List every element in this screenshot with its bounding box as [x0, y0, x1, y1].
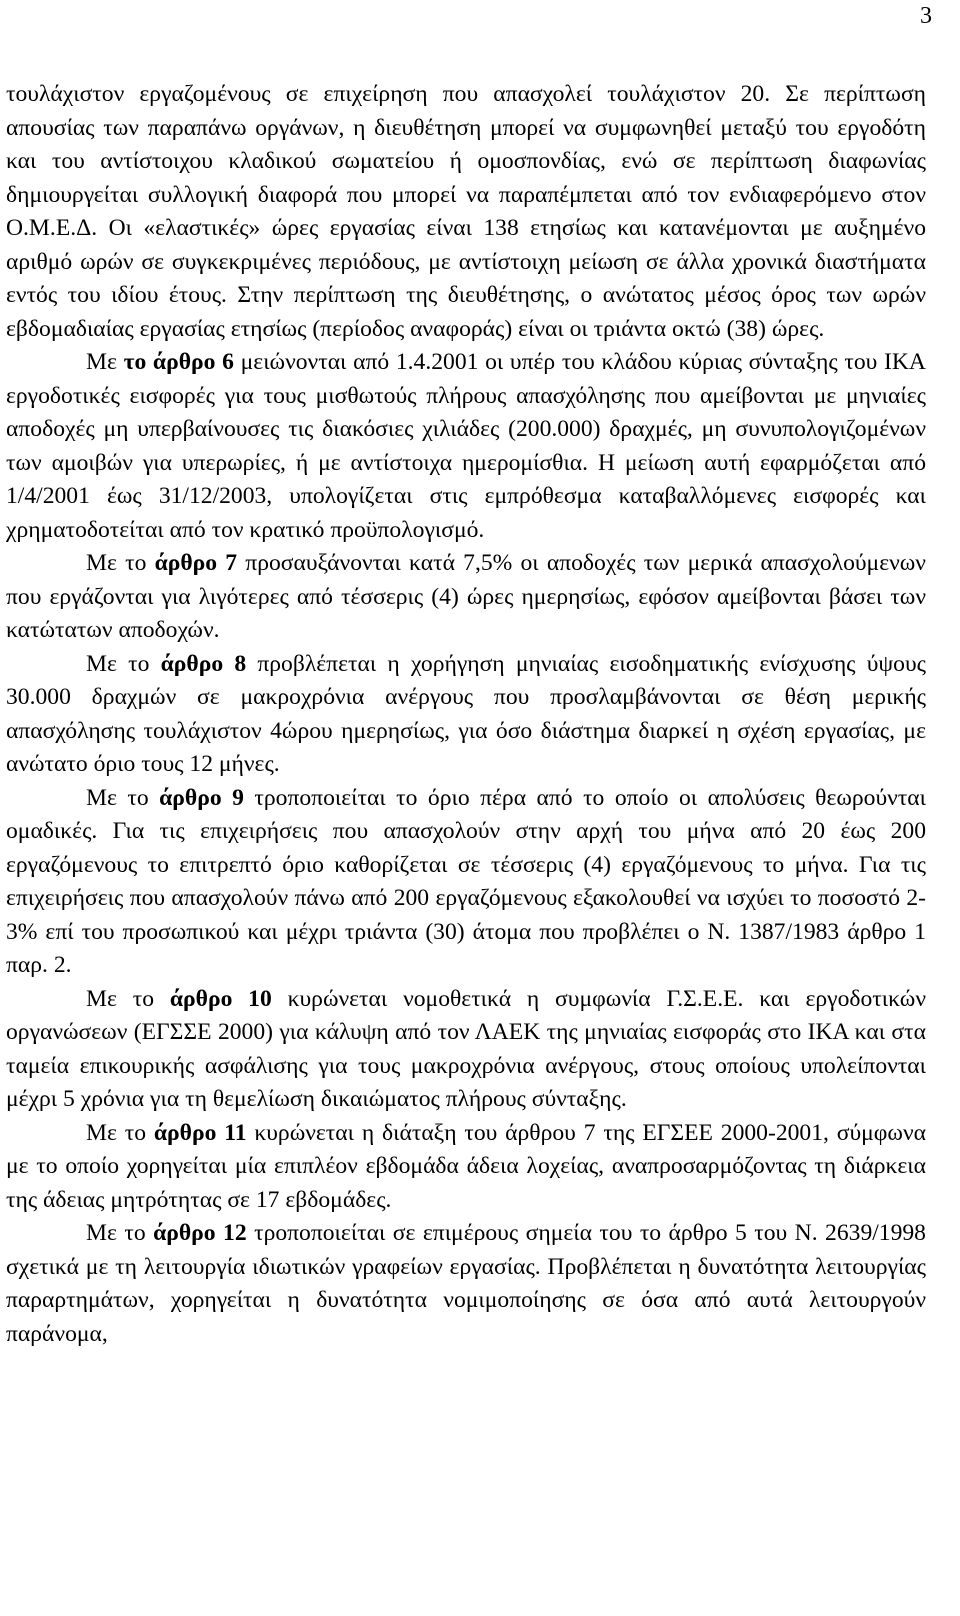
paragraph-text: Με το [86, 1220, 154, 1246]
paragraph-text: προσαυξάνονται κατά 7,5% οι αποδοχές των μερικά απασχολούμενων που εργάζονται για λιγότερες από τέσσερις (4) ώρες ημερησίως, εφόσον αμείβονται βάσει των κατώτατων αποδοχών. [6, 550, 926, 643]
paragraph-text: τροποποιείται σε επιμέρους σημεία του το άρθρο 5 του Ν. 2639/1998 σχετικά με τη λειτουργία ιδιωτικών γραφείων εργασίας. Προβλέπεται η δυνατότητα λειτουργίας παραρτημάτων, χορηγείται η δυνατότητα νομιμοποίησης σε όσα από αυτά λειτουργούν παράνομα, [6, 1220, 926, 1347]
paragraph-article-7 [6, 547, 926, 648]
paragraph-text: κυρώνεται νομοθετικά η συμφωνία Γ.Σ.Ε.Ε. και εργοδοτικών οργανώσεων (ΕΓΣΣΕ 2000) για κάλυψη από τον ΛΑΕΚ της μηνιαίας εισφοράς στο ΙΚΑ και στα ταμεία επικουρικής ασφάλισης για τους μακροχρόνια ανέργους, στους οποίους υπολείπονται μέχρι 5 χρόνια για τη θεμελίωση δικαιώματος πλήρους σύνταξης. [6, 985, 926, 1112]
document-body [6, 78, 926, 1351]
paragraph-text: κυρώνεται η διάταξη του άρθρου 7 της ΕΓΣΕΕ 2000-2001, σύμφωνα με το οποίο χορηγείται μία επιπλέον εβδομάδα άδεια λοχείας, αναπροσαρμόζοντας τη διάρκεια της άδειας μητρότητας σε 17 εβδομάδες. [6, 1119, 926, 1213]
paragraph-text: Με το [86, 985, 170, 1012]
paragraph-text: μειώνονται από 1.4.2001 οι υπέρ του κλάδου κύριας σύνταξης του ΙΚΑ εργοδοτικές εισφορές για τους μισθωτούς πλήρους απασχόλησης που αμείβονται με μηνιαίες αποδοχές μη υπερβαίνουσες τις διακόσιες χιλιάδες (200.000) δραχμές, μη συνυπολογιζομένων των αμοιβών για υπερωρίες, ή με αντίστοιχα ημερομίσθια. Η μείωση αυτή εφαρμόζεται από 1/4/2001 έως 31/12/2003, υπολογίζεται στις εμπρόθεσμα καταβαλλόμενες εισφορές και χρηματοδοτείται από τον κρατικό προϋπολογισμό. [6, 349, 926, 543]
paragraph-text: τροποποιείται το όριο πέρα από το οποίο οι απολύσεις θεωρούνται ομαδικές. Για τις επιχειρήσεις που απασχολούν στην αρχή του μήνα από 20 έως 200 εργαζόμενους το επιτρεπτό όριο καθορίζεται σε τέσσερις (4) εργαζόμενους το μήνα. Για τις επιχειρήσεις που απασχολούν πάνω από 200 εργαζόμενους εξακολουθεί να ισχύει το ποσοστό 2-3% επί του προσωπικού και μέχρι τριάντα (30) άτομα που προβλέπει ο Ν. 1387/1983 άρθρο 1 παρ. 2. [6, 784, 926, 978]
page-number: 3 [920, 3, 932, 29]
paragraph-article-11 [6, 1117, 926, 1218]
article-reference: άρθρο 8 [160, 650, 247, 677]
article-reference: άρθρο 7 [154, 550, 238, 576]
article-reference: άρθρο 12 [153, 1220, 247, 1246]
paragraph [6, 78, 926, 346]
paragraph-text: Με το [86, 784, 160, 811]
paragraph-article-9 [6, 782, 926, 983]
paragraph-article-10 [6, 983, 926, 1117]
paragraph-text: Με το [86, 550, 155, 576]
article-reference: άρθρο 10 [169, 985, 272, 1012]
paragraph-text: τουλάχιστον εργαζομένους σε επιχείρηση που απασχολεί τουλάχιστον 20. Σε περίπτωση απουσίας των παραπάνω οργάνων, η διευθέτηση μπορεί να συμφωνηθεί μεταξύ του εργοδότη και του αντίστοιχου κλαδικού σωματείου ή ομοσπονδίας, ενώ σε περίπτωση διαφωνίας δημιουργείται συλλογική διαφορά που μπορεί να παραπέμπεται από τον ενδιαφερόμενο στον Ο.Μ.Ε.Δ. Οι «ελαστικές» ώρες εργασίας είναι 138 ετησίως και κατανέμονται με αυξημένο αριθμό ωρών σε συγκεκριμένες περιόδους, με αντίστοιχη μείωση σε άλλα χρονικά διαστήματα εντός του ιδίου έτους. Στην περίπτωση της διευθέτησης, ο ανώτατος μέσος όρος των ωρών εβδομαδιαίας εργασίας ετησίως (περίοδος αναφοράς) είναι οι τριάντα οκτώ (38) ώρες. [6, 81, 926, 342]
paragraph-text: Με το [86, 650, 161, 677]
paragraph-text: Με το [86, 1119, 154, 1146]
paragraph-article-8 [6, 648, 926, 782]
article-reference: άρθρο 9 [159, 784, 244, 811]
paragraph-article-12 [6, 1217, 926, 1351]
paragraph-article-6 [6, 346, 926, 547]
article-reference: το άρθρο 6 [123, 349, 234, 375]
paragraph-text: προβλέπεται η χορήγηση μηνιαίας εισοδηματικής ενίσχυσης ύψους 30.000 δραχμών σε μακροχρόνια ανέργους που προσλαμβάνονται σε θέση μερικής απασχόλησης τουλάχιστον 4ώρου ημερησίως, για όσο διάστημα διαρκεί η σχέση εργασίας, με ανώτατο όριο τους 12 μήνες. [6, 650, 926, 777]
paragraph-text: Με [86, 349, 124, 375]
article-reference: άρθρο 11 [153, 1119, 247, 1146]
